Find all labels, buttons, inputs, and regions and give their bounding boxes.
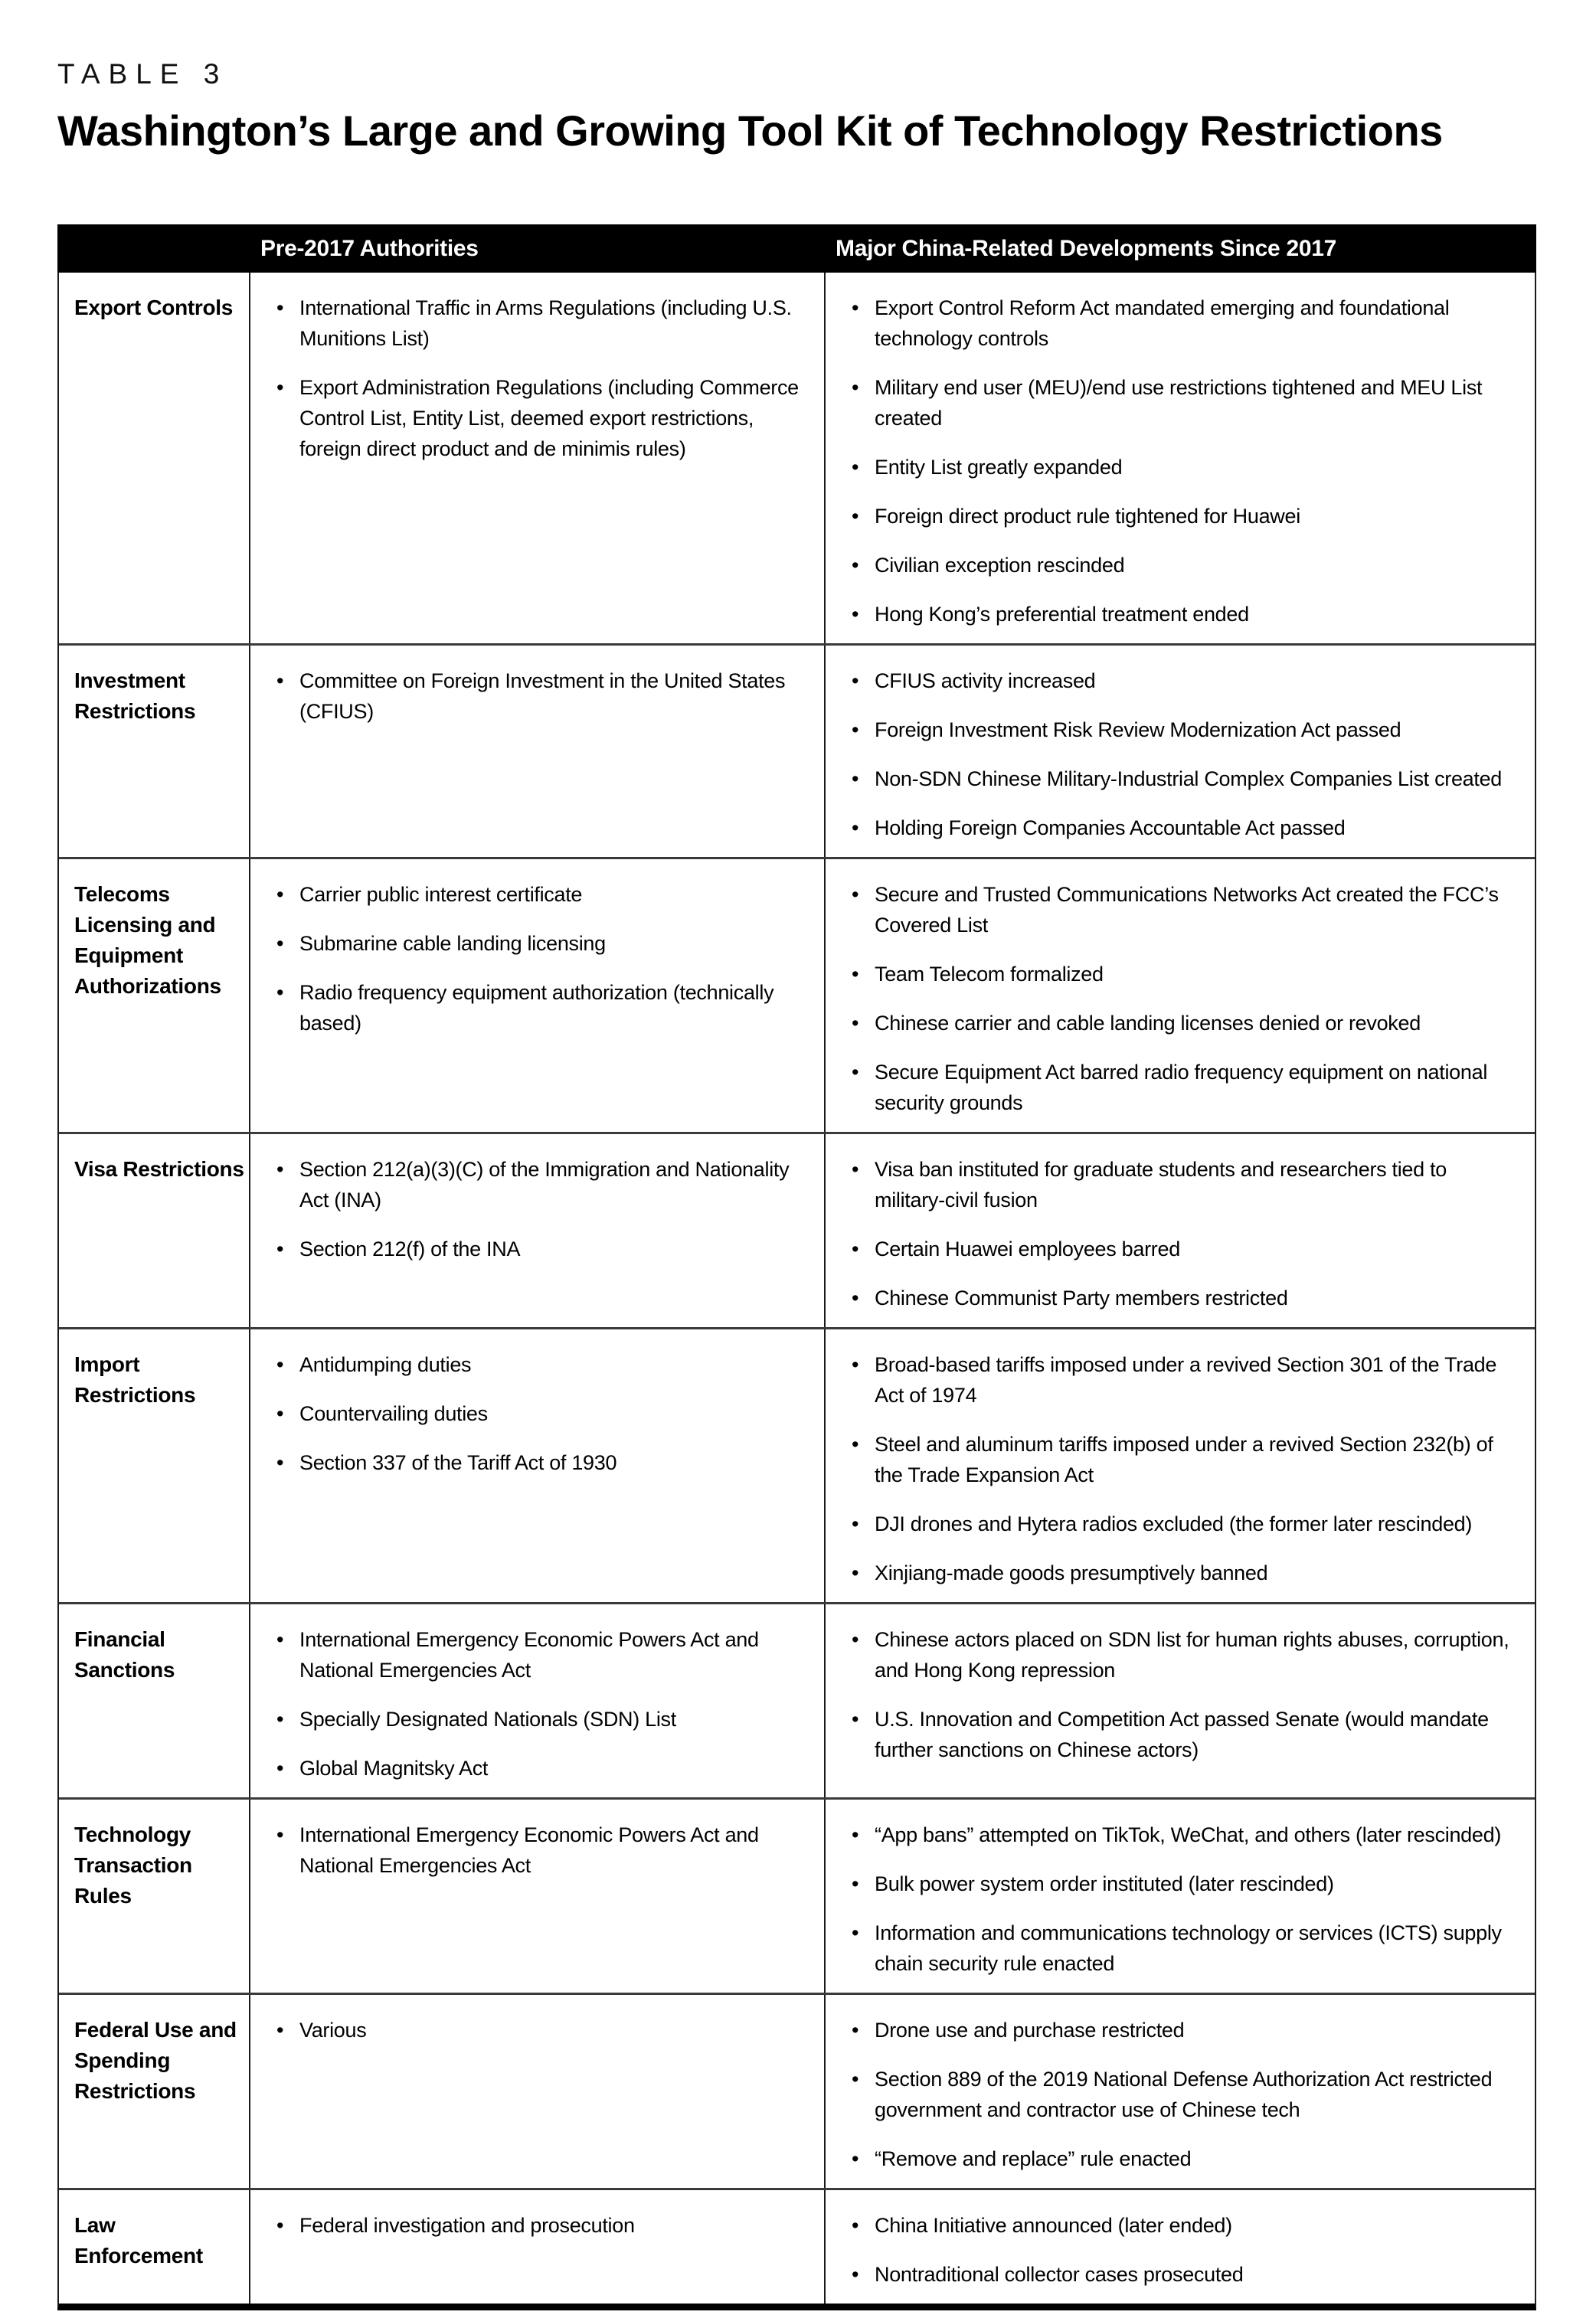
table-body — [59, 273, 1535, 2304]
pre2017-cell — [249, 1800, 824, 1993]
bullet-icon: • — [276, 1823, 284, 1846]
bullet-icon: • — [852, 1061, 859, 1084]
bullet-icon: • — [852, 1823, 859, 1846]
since2017-cell — [824, 1995, 1535, 2188]
bullet-text: Countervailing duties — [299, 1402, 488, 1425]
bullet-icon: • — [852, 2019, 859, 2042]
bullet-text: Specially Designated Nationals (SDN) List — [299, 1708, 676, 1731]
bullet-item — [839, 1234, 1521, 1264]
bullet-text: Drone use and purchase restricted — [875, 2019, 1185, 2042]
bullet-text: Radio frequency equipment authorization (technically based) — [299, 981, 774, 1035]
bullet-text: CFIUS activity increased — [875, 669, 1096, 692]
row-label: Telecoms Licensing and Equipment Authorizations — [74, 882, 221, 998]
bullet-icon: • — [852, 1238, 859, 1260]
bullet-item — [264, 665, 810, 727]
bullet-text: Broad-based tariffs imposed under a revived Section 301 of the Trade Act of 1974 — [875, 1353, 1497, 1407]
bullet-text: “App bans” attempted on TikTok, WeChat, and others (later rescinded) — [875, 1823, 1502, 1846]
pre2017-cell — [249, 646, 824, 857]
bullet-icon: • — [852, 2263, 859, 2286]
bullet-text: Xinjiang-made goods presumptively banned — [875, 1561, 1268, 1584]
bullet-item — [264, 2210, 810, 2241]
bullet-item — [839, 1820, 1521, 1850]
bullet-icon: • — [852, 2147, 859, 2170]
bullet-icon: • — [852, 1512, 859, 1535]
bullet-icon: • — [852, 1628, 859, 1651]
bullet-text: Section 212(f) of the INA — [299, 1238, 521, 1260]
bullet-text: International Emergency Economic Powers Act and National Emergencies Act — [299, 1823, 759, 1877]
table-row — [59, 643, 1535, 857]
bullet-text: Section 337 of the Tariff Act of 1930 — [299, 1451, 617, 1474]
bullet-icon: • — [276, 981, 284, 1004]
bullet-icon: • — [852, 376, 859, 399]
bullet-item — [264, 1349, 810, 1380]
bullet-item — [839, 1918, 1521, 1979]
row-label: Law Enforcement — [74, 2213, 203, 2268]
bullet-icon: • — [852, 767, 859, 790]
row-label: Visa Restrictions — [74, 1157, 244, 1181]
bullet-item — [264, 928, 810, 959]
bullet-text: Bulk power system order instituted (later rescinded) — [875, 1872, 1334, 1895]
bullet-item — [839, 452, 1521, 482]
bullet-text: Section 889 of the 2019 National Defense Authorization Act restricted government and contractor use of Chinese tech — [875, 2068, 1493, 2121]
bullet-text: Certain Huawei employees barred — [875, 1238, 1180, 1260]
bullet-text: Secure and Trusted Communications Networks Act created the FCC’s Covered List — [875, 883, 1499, 937]
bullet-icon: • — [852, 1012, 859, 1035]
table-row — [59, 2188, 1535, 2304]
bullet-icon: • — [276, 1402, 284, 1425]
bullet-item — [264, 372, 810, 464]
bullet-item — [839, 813, 1521, 843]
table-row — [59, 1327, 1535, 1602]
bullet-item — [839, 372, 1521, 433]
bullet-text: Chinese Communist Party members restricted — [875, 1287, 1288, 1310]
bullet-icon: • — [276, 1238, 284, 1260]
bullet-item — [264, 977, 810, 1038]
bullet-item — [839, 1154, 1521, 1215]
bullet-text: Visa ban instituted for graduate students and researchers tied to military-civil fusion — [875, 1158, 1447, 1211]
bullet-icon: • — [852, 963, 859, 986]
bullet-icon: • — [276, 2214, 284, 2237]
bullet-item — [839, 293, 1521, 354]
bullet-icon: • — [852, 1433, 859, 1456]
row-label: Technology Transaction Rules — [74, 1823, 192, 1908]
bullet-item — [264, 1447, 810, 1478]
bullet-text: DJI drones and Hytera radios excluded (the former later rescinded) — [875, 1512, 1473, 1535]
bullet-text: Committee on Foreign Investment in the United States (CFIUS) — [299, 669, 786, 723]
bullet-text: Holding Foreign Companies Accountable Act passed — [875, 816, 1346, 839]
table-row — [59, 857, 1535, 1132]
since2017-cell — [824, 859, 1535, 1132]
bullet-item — [839, 2259, 1521, 2290]
bullet-icon: • — [276, 1353, 284, 1376]
row-label: Export Controls — [74, 296, 234, 319]
bullet-icon: • — [852, 883, 859, 906]
bullet-text: Secure Equipment Act barred radio frequency equipment on national security grounds — [875, 1061, 1488, 1114]
bullet-icon: • — [852, 456, 859, 479]
bullet-item — [839, 1509, 1521, 1539]
since2017-cell — [824, 1604, 1535, 1797]
header-cell-pre2017: Pre-2017 Authorities — [260, 235, 479, 261]
bullet-text: Submarine cable landing licensing — [299, 932, 606, 955]
bullet-icon: • — [852, 1287, 859, 1310]
pre2017-cell — [249, 2190, 824, 2304]
bullet-text: “Remove and replace” rule enacted — [875, 2147, 1192, 2170]
bullet-text: Military end user (MEU)/end use restrictions tightened and MEU List created — [875, 376, 1483, 430]
bullet-text: Global Magnitsky Act — [299, 1757, 489, 1780]
bullet-item — [264, 879, 810, 910]
bullet-text: Chinese carrier and cable landing licenses denied or revoked — [875, 1012, 1421, 1035]
pre2017-cell — [249, 859, 824, 1132]
bullet-item — [839, 1283, 1521, 1313]
table-kicker: TABLE 3 — [57, 58, 228, 90]
table-row — [59, 1132, 1535, 1327]
pre2017-cell — [249, 1604, 824, 1797]
row-label: Financial Sanctions — [74, 1627, 175, 1682]
table-header-row — [57, 224, 1536, 273]
bullet-icon: • — [276, 669, 284, 692]
bullet-text: Foreign direct product rule tightened for Huawei — [875, 505, 1300, 528]
bullet-item — [839, 1704, 1521, 1765]
table-row — [59, 1797, 1535, 1993]
table-row — [59, 1993, 1535, 2188]
bullet-item — [839, 1869, 1521, 1899]
bullet-item — [264, 1704, 810, 1735]
bullet-icon: • — [276, 883, 284, 906]
row-label: Investment Restrictions — [74, 669, 196, 723]
bullet-icon: • — [276, 932, 284, 955]
bullet-icon: • — [276, 376, 284, 399]
bullet-text: Nontraditional collector cases prosecuted — [875, 2263, 1244, 2286]
bullet-text: Carrier public interest certificate — [299, 883, 583, 906]
bullet-icon: • — [852, 1921, 859, 1944]
pre2017-cell — [249, 1329, 824, 1602]
bullet-item — [839, 1624, 1521, 1686]
bullet-item — [839, 2064, 1521, 2125]
pre2017-cell — [249, 1995, 824, 2188]
bullet-icon: • — [852, 1158, 859, 1181]
bullet-text: Federal investigation and prosecution — [299, 2214, 635, 2237]
bullet-text: Foreign Investment Risk Review Modernization Act passed — [875, 718, 1401, 741]
bullet-icon: • — [852, 1872, 859, 1895]
bullet-text: International Emergency Economic Powers Act and National Emergencies Act — [299, 1628, 759, 1682]
bullet-item — [839, 714, 1521, 745]
table-row — [59, 1602, 1535, 1797]
bullet-item — [839, 1349, 1521, 1411]
bullet-icon: • — [276, 1158, 284, 1181]
bullet-item — [264, 1154, 810, 1215]
bullet-icon: • — [852, 1561, 859, 1584]
bullet-text: U.S. Innovation and Competition Act passed Senate (would mandate further sanctions on Chinese actors) — [875, 1708, 1489, 1761]
bullet-item — [839, 1558, 1521, 1588]
page-title: Washington’s Large and Growing Tool Kit of Technology Restrictions — [57, 106, 1443, 155]
bullet-icon: • — [276, 2019, 284, 2042]
bullet-icon: • — [852, 505, 859, 528]
bullet-icon: • — [852, 718, 859, 741]
bullet-item — [839, 1429, 1521, 1490]
bullet-icon: • — [852, 1708, 859, 1731]
bullet-text: Section 212(a)(3)(C) of the Immigration and Nationality Act (INA) — [299, 1158, 790, 1211]
bullet-icon: • — [276, 1451, 284, 1474]
since2017-cell — [824, 2190, 1535, 2304]
row-label: Import Restrictions — [74, 1352, 196, 1407]
table-row — [59, 273, 1535, 643]
restrictions-table — [57, 224, 1536, 2310]
bullet-text: Entity List greatly expanded — [875, 456, 1123, 479]
bullet-icon: • — [852, 1353, 859, 1376]
bullet-item — [264, 1820, 810, 1881]
bullet-item — [264, 1398, 810, 1429]
bullet-icon: • — [852, 296, 859, 319]
bullet-text: Civilian exception rescinded — [875, 554, 1125, 577]
bullet-item — [839, 879, 1521, 940]
bullet-icon: • — [852, 603, 859, 626]
bullet-icon: • — [276, 1757, 284, 1780]
bullet-icon: • — [852, 554, 859, 577]
bullet-text: Export Administration Regulations (including Commerce Control List, Entity List, deemed export restrictions, foreign direct product and de minimis rules) — [299, 376, 799, 460]
bullet-item — [264, 1234, 810, 1264]
bullet-icon: • — [852, 2214, 859, 2237]
bullet-text: Non-SDN Chinese Military-Industrial Complex Companies List created — [875, 767, 1503, 790]
bullet-icon: • — [852, 2068, 859, 2091]
since2017-cell — [824, 273, 1535, 643]
bullet-item — [839, 2143, 1521, 2174]
bullet-item — [839, 2015, 1521, 2045]
bullet-text: China Initiative announced (later ended) — [875, 2214, 1232, 2237]
bullet-item — [839, 1057, 1521, 1118]
bullet-text: Steel and aluminum tariffs imposed under a revived Section 232(b) of the Trade Expansion Act — [875, 1433, 1493, 1486]
bullet-icon: • — [276, 296, 284, 319]
bullet-text: Chinese actors placed on SDN list for human rights abuses, corruption, and Hong Kong repression — [875, 1628, 1509, 1682]
since2017-cell — [824, 1134, 1535, 1327]
header-cell-since2017: Major China-Related Developments Since 2017 — [836, 235, 1336, 261]
bullet-item — [264, 293, 810, 354]
bullet-text: International Traffic in Arms Regulations (including U.S. Munitions List) — [299, 296, 792, 350]
bullet-item — [839, 1008, 1521, 1038]
bullet-icon: • — [852, 669, 859, 692]
bullet-text: Hong Kong’s preferential treatment ended — [875, 603, 1249, 626]
bullet-item — [264, 1624, 810, 1686]
since2017-cell — [824, 646, 1535, 857]
bullet-item — [839, 501, 1521, 531]
row-label: Federal Use and Spending Restrictions — [74, 2018, 237, 2103]
bullet-item — [839, 2210, 1521, 2241]
bullet-item — [264, 2015, 810, 2045]
bullet-item — [264, 1753, 810, 1784]
since2017-cell — [824, 1800, 1535, 1993]
bullet-text: Team Telecom formalized — [875, 963, 1104, 986]
since2017-cell — [824, 1329, 1535, 1602]
bullet-text: Information and communications technology or services (ICTS) supply chain security rule enacted — [875, 1921, 1502, 1975]
bullet-item — [839, 550, 1521, 580]
pre2017-cell — [249, 273, 824, 643]
pre2017-cell — [249, 1134, 824, 1327]
bullet-item — [839, 599, 1521, 629]
bullet-icon: • — [852, 816, 859, 839]
bullet-item — [839, 665, 1521, 696]
bullet-text: Antidumping duties — [299, 1353, 472, 1376]
bullet-icon: • — [276, 1628, 284, 1651]
bullet-icon: • — [276, 1708, 284, 1731]
bullet-item — [839, 763, 1521, 794]
bullet-text: Export Control Reform Act mandated emerging and foundational technology controls — [875, 296, 1450, 350]
bullet-item — [839, 959, 1521, 989]
bullet-text: Various — [299, 2019, 367, 2042]
